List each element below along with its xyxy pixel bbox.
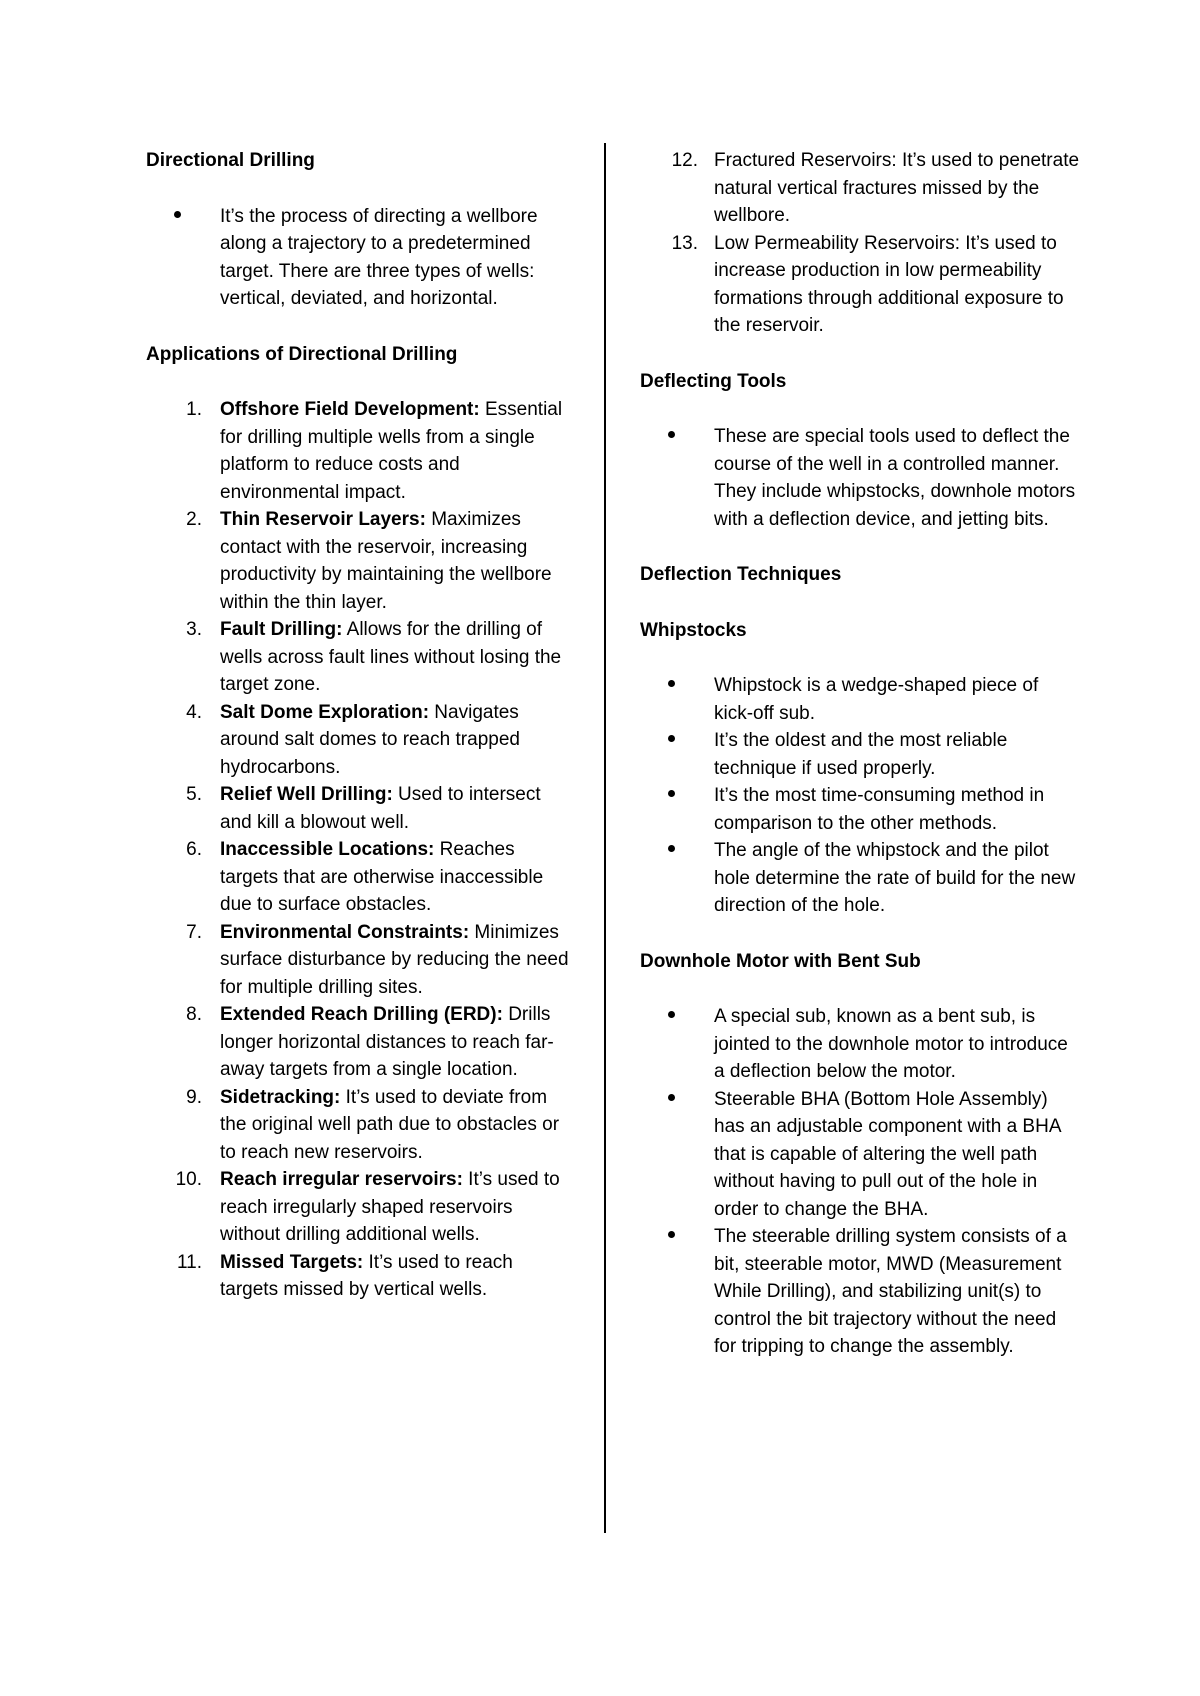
bullet-icon bbox=[668, 1003, 698, 1031]
left-column bbox=[146, 147, 576, 1304]
heading-downhole-motor: Downhole Motor with Bent Sub bbox=[640, 950, 921, 972]
list-item: 7. Environmental Constraints: Minimizes surface disturbance by reducing the need for multiple drilling sites. bbox=[186, 921, 569, 998]
bullet-icon bbox=[174, 203, 204, 231]
bullet-icon bbox=[668, 837, 698, 865]
list-item: 10. Reach irregular reservoirs: It’s used to reach irregularly shaped reservoirs without drilling additional wells. bbox=[175, 1169, 560, 1245]
applications-list-continued bbox=[640, 147, 1080, 340]
list-item: 2. Thin Reservoir Layers: Maximizes contact with the reservoir, increasing productivity by maintaining the wellbore within the thin layer. bbox=[186, 509, 552, 613]
bullet-icon bbox=[668, 727, 698, 755]
bullet-icon bbox=[668, 423, 698, 451]
list-item: Steerable BHA (Bottom Hole Assembly) has an adjustable component with a BHA that is capable of altering the well path without having to pull out of the hole in order to change the BHA. bbox=[640, 1086, 1080, 1224]
heading-deflection-techniques: Deflection Techniques bbox=[640, 564, 842, 585]
tools-list bbox=[640, 423, 1080, 533]
list-item: 9. Sidetracking: It’s used to deviate from the original well path due to obstacles or to reach new reservoirs. bbox=[186, 1086, 560, 1163]
bullet-icon bbox=[668, 1086, 698, 1114]
heading-applications: Applications of Directional Drilling bbox=[146, 343, 458, 365]
whipstocks-list bbox=[640, 672, 1080, 920]
list-item: These are special tools used to deflect the course of the well in a controlled manner. They include whipstocks, downhole motors with a deflection device, and jetting bits. bbox=[640, 423, 1080, 533]
heading-whipstocks: Whipstocks bbox=[640, 619, 747, 641]
bullet-icon bbox=[668, 672, 698, 700]
list-item: It’s the oldest and the most reliable technique if used properly. bbox=[640, 727, 1080, 782]
heading-deflecting-tools: Deflecting Tools bbox=[640, 370, 787, 392]
list-item: The angle of the whipstock and the pilot hole determine the rate of build for the new direction of the hole. bbox=[640, 837, 1080, 920]
list-item: 6. Inaccessible Locations: Reaches targets that are otherwise inaccessible due to surface obstacles. bbox=[186, 839, 544, 915]
column-divider bbox=[604, 143, 606, 1533]
list-item: The steerable drilling system consists of a bit, steerable motor, MWD (Measurement While Drilling), and stabilizing unit(s) to control the bit trajectory without the need for tripping to change the assembly. bbox=[640, 1223, 1080, 1361]
list-item: 8. Extended Reach Drilling (ERD): Drills longer horizontal distances to reach far-away targets from a single location. bbox=[186, 1004, 554, 1080]
bullet-icon bbox=[668, 1223, 698, 1251]
list-item: 5. Relief Well Drilling: Used to intersect and kill a blowout well. bbox=[186, 784, 541, 833]
right-column bbox=[640, 147, 1080, 1361]
heading-directional-drilling: Directional Drilling bbox=[146, 150, 315, 171]
list-item: 11. Missed Targets: It’s used to reach targets missed by vertical wells. bbox=[176, 1251, 513, 1300]
list-item: 3. Fault Drilling: Allows for the drilling of wells across fault lines without losing the target zone. bbox=[186, 619, 562, 695]
list-item: It’s the most time-consuming method in comparison to the other methods. bbox=[640, 782, 1080, 837]
list-item: 13. Low Permeability Reservoirs: It’s used to increase production in low permeability formations through additional exposure to the reservoir. bbox=[671, 232, 1064, 336]
motor-list bbox=[640, 1003, 1080, 1361]
list-item: A special sub, known as a bent sub, is jointed to the downhole motor to introduce a deflection below the motor. bbox=[640, 1003, 1080, 1086]
list-item: Whipstock is a wedge-shaped piece of kick-off sub. bbox=[640, 672, 1080, 727]
bullet-icon bbox=[668, 782, 698, 810]
list-item: 4. Salt Dome Exploration: Navigates around salt domes to reach trapped hydrocarbons. bbox=[186, 701, 520, 778]
list-item: 1. Offshore Field Development: Essential for drilling multiple wells from a single platform to reduce costs and environmental impact. bbox=[186, 399, 563, 503]
applications-list bbox=[146, 396, 576, 1304]
intro-list bbox=[146, 203, 576, 313]
list-item: It’s the process of directing a wellbore along a trajectory to a predetermined target. There are three types of wells: vertical, deviated, and horizontal. bbox=[146, 203, 576, 313]
list-item: 12. Fractured Reservoirs: It’s used to penetrate natural vertical fractures missed by the wellbore. bbox=[671, 150, 1080, 226]
